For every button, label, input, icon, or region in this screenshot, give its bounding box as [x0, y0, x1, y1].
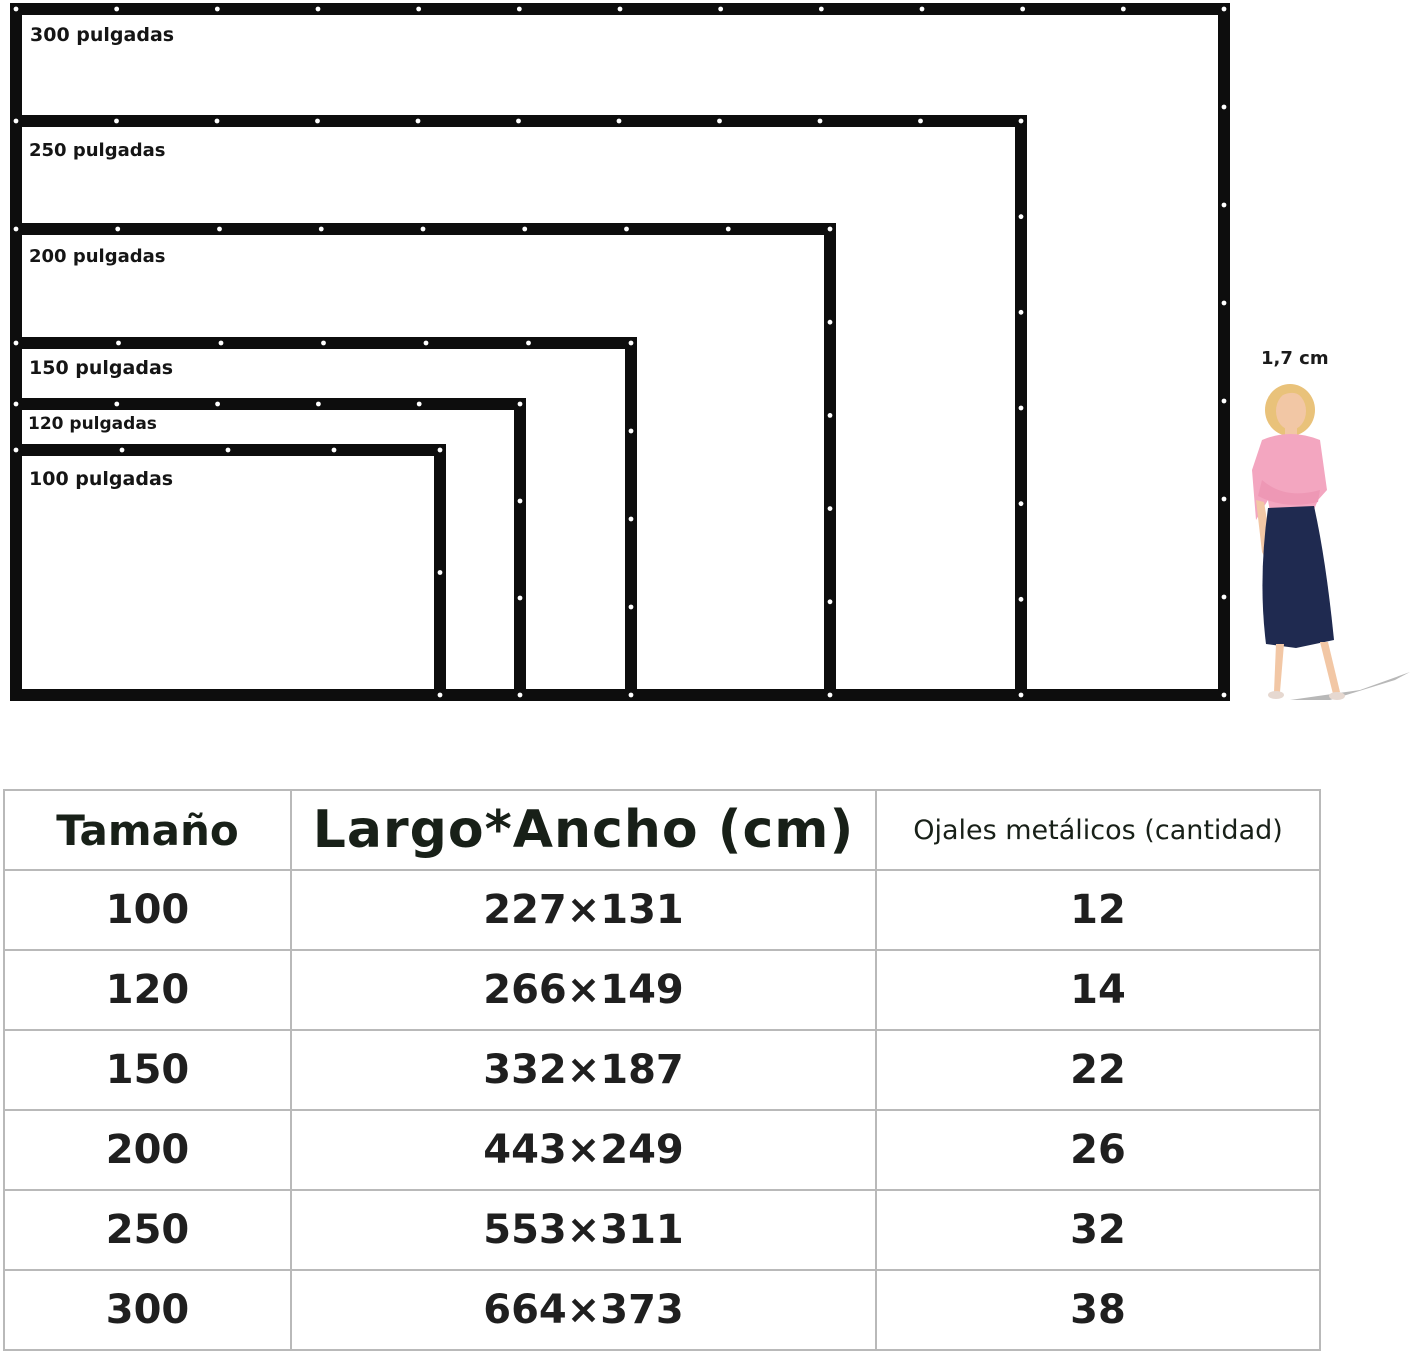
- grommet: [1222, 399, 1227, 404]
- grommet: [920, 7, 925, 12]
- cell-eyelets: 12: [876, 870, 1320, 950]
- grommet: [629, 605, 634, 610]
- size-table: [3, 789, 1321, 1351]
- grommet: [624, 227, 629, 232]
- grommet: [116, 341, 121, 346]
- cell-size: 250: [4, 1190, 291, 1270]
- grommet: [1222, 7, 1227, 12]
- table-row: [4, 870, 1320, 950]
- cell-dimensions: 664×373: [291, 1270, 876, 1350]
- grommet: [517, 7, 522, 12]
- header-dimensions: Largo*Ancho (cm): [291, 790, 876, 870]
- cell-size: 300: [4, 1270, 291, 1350]
- cell-dimensions: 266×149: [291, 950, 876, 1030]
- grommet: [828, 227, 833, 232]
- screen-label-150: 150 pulgadas: [29, 357, 174, 379]
- person-shadow: [1290, 672, 1410, 700]
- grommet: [114, 7, 119, 12]
- header-size: Tamaño: [4, 790, 291, 870]
- grommet: [424, 341, 429, 346]
- grommet: [316, 7, 321, 12]
- grommet: [522, 227, 527, 232]
- cell-dimensions: 332×187: [291, 1030, 876, 1110]
- table-row: [4, 1110, 1320, 1190]
- grommet: [1019, 597, 1024, 602]
- grommet: [416, 119, 421, 124]
- person-face: [1276, 392, 1306, 430]
- screen-label-200: 200 pulgadas: [29, 246, 166, 267]
- grommet: [1121, 7, 1126, 12]
- grommet: [215, 119, 220, 124]
- grommet: [1019, 214, 1024, 219]
- cell-size: 100: [4, 870, 291, 950]
- grommet: [217, 227, 222, 232]
- grommet: [518, 693, 523, 698]
- grommet: [14, 341, 19, 346]
- grommet: [1222, 693, 1227, 698]
- grommet: [518, 596, 523, 601]
- grommet: [828, 599, 833, 604]
- grommet: [828, 506, 833, 511]
- table-row: [4, 1030, 1320, 1110]
- screen-label-100: 100 pulgadas: [29, 468, 174, 490]
- grommet: [918, 119, 923, 124]
- grommet: [14, 119, 19, 124]
- grommet: [1019, 501, 1024, 506]
- grommet: [1019, 310, 1024, 315]
- grommet: [617, 119, 622, 124]
- grommet: [438, 570, 443, 575]
- grommet: [1019, 693, 1024, 698]
- cell-eyelets: 22: [876, 1030, 1320, 1110]
- grommet: [120, 448, 125, 453]
- grommet: [618, 7, 623, 12]
- grommet: [332, 448, 337, 453]
- grommet: [718, 7, 723, 12]
- grommet: [629, 517, 634, 522]
- grommet: [14, 448, 19, 453]
- grommet: [14, 402, 19, 407]
- grommet: [828, 413, 833, 418]
- grommet: [316, 402, 321, 407]
- grommet: [421, 227, 426, 232]
- cell-dimensions: 443×249: [291, 1110, 876, 1190]
- grommet: [416, 7, 421, 12]
- grommet: [315, 119, 320, 124]
- grommet: [1222, 497, 1227, 502]
- grommet: [1222, 301, 1227, 306]
- cell-size: 200: [4, 1110, 291, 1190]
- person-figure: [1252, 348, 1410, 700]
- grommet: [518, 499, 523, 504]
- grommet: [629, 693, 634, 698]
- cell-eyelets: 38: [876, 1270, 1320, 1350]
- cell-dimensions: 227×131: [291, 870, 876, 950]
- grommet: [516, 119, 521, 124]
- grommet: [14, 7, 19, 12]
- grommet: [828, 693, 833, 698]
- grommet: [114, 119, 119, 124]
- grommet: [215, 402, 220, 407]
- header-eyelets: Ojales metálicos (cantidad): [876, 790, 1320, 870]
- grommet: [14, 227, 19, 232]
- grommet: [219, 341, 224, 346]
- grommet: [1222, 203, 1227, 208]
- person-height-label: 1,7 cm: [1261, 348, 1329, 369]
- screen-label-250: 250 pulgadas: [29, 140, 166, 161]
- grommet: [1020, 7, 1025, 12]
- grommet: [1019, 119, 1024, 124]
- grommet: [726, 227, 731, 232]
- cell-eyelets: 26: [876, 1110, 1320, 1190]
- grommet: [629, 341, 634, 346]
- grommet: [717, 119, 722, 124]
- grommet: [115, 227, 120, 232]
- grommet: [319, 227, 324, 232]
- screen-label-300: 300 pulgadas: [30, 24, 175, 46]
- grommet: [1019, 406, 1024, 411]
- grommet: [828, 320, 833, 325]
- grommet: [417, 402, 422, 407]
- grommet: [226, 448, 231, 453]
- grommet: [818, 119, 823, 124]
- grommet: [819, 7, 824, 12]
- cell-eyelets: 32: [876, 1190, 1320, 1270]
- grommet: [114, 402, 119, 407]
- cell-size: 120: [4, 950, 291, 1030]
- cell-dimensions: 553×311: [291, 1190, 876, 1270]
- grommet: [526, 341, 531, 346]
- grommet: [1222, 105, 1227, 110]
- person-skirt: [1262, 506, 1334, 648]
- grommet: [215, 7, 220, 12]
- table-header-row: [4, 790, 1320, 870]
- cell-size: 150: [4, 1030, 291, 1110]
- screen-label-120: 120 pulgadas: [28, 414, 157, 434]
- grommet: [321, 341, 326, 346]
- grommet: [1222, 595, 1227, 600]
- grommet: [629, 429, 634, 434]
- cell-eyelets: 14: [876, 950, 1320, 1030]
- grommet: [518, 402, 523, 407]
- table-row: [4, 950, 1320, 1030]
- table-row: [4, 1270, 1320, 1350]
- table-row: [4, 1190, 1320, 1270]
- grommet: [438, 448, 443, 453]
- grommet: [438, 693, 443, 698]
